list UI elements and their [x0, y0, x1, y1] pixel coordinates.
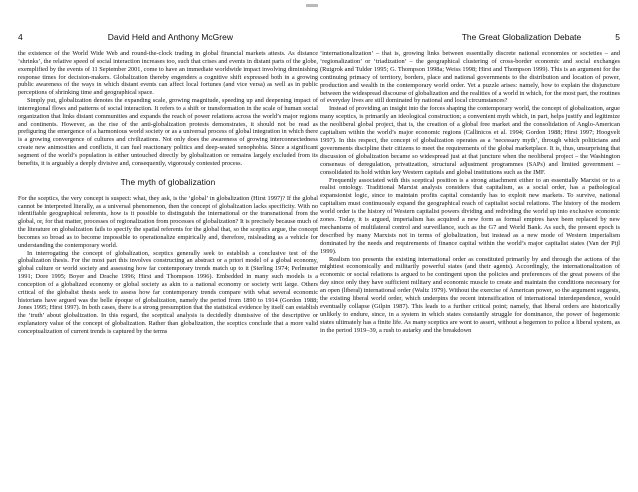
right-page-number: 5	[615, 32, 620, 42]
right-paragraph-2: Instead of providing an insight into the forces shaping the contemporary world, the concept of globalization, argue many sceptics, is primarily an ideological construction; a convenient myth which, in part, helps justify and legitimize the neoliberal global project, that is, the creation of a global free market and the consolidation of Anglo-American capitalism within the world’s major economic regions (Callinicos et al. 1994; Gordon 1988; Hirst 1997; Hoogvelt 1997). In this respect, the concept of globalization operates as a ‘necessary myth’, through which politicians and governments discipline their citizens to meet the requirements of the global marketplace. It is, thus, unsurprising that discussion of globalization became so widespread just at that juncture when the neoliberal project – the Washington consensus of deregulation, privatization, structural adjustment programmes (SAPs) and limited government – consolidated its hold within key Western capitals and global institutions such as the IMF.	[320, 105, 620, 176]
left-paragraph-1: the existence of the World Wide Web and round-the-clock trading in global financial markets attests. As distance ‘shrinks’, the relative speed of social interaction increases too, such that crises and events in distant parts of the globe, exemplified by the events of 11 September 2001, come to have an immediate worldwide impact involving diminishing response times for decision-makers. Globalization thereby engenders a cognitive shift expressed both in a growing public awareness of the ways in which distant events can affect local fortunes (and vice versa) as well as in public perceptions of shrinking time and geographical space.	[18, 50, 318, 97]
left-running-title: David Held and Anthony McGrew	[107, 32, 233, 42]
left-paragraph-4: In interrogating the concept of globalization, sceptics generally seek to establish a conclusive test of the globalization thesis. For the most part this involves constructing an abstract or a priori model of a global economy, global culture or world society and assessing how far contemporary trends match up to it (Sterling 1974; Perlmutter 1991; Dore 1995; Boyer and Drache 1996; Hirst and Thompson 1996). Embedded in many such models is a conception of a globalized economy or global society as akin to a national economy or society writ large. Others critical of the globalist thesis seek to assess how far contemporary trends compare with what several economic historians have argued was the belle époque of globalization, namely the period from 1890 to 1914 (Gordon 1988; Jones 1995; Hirst 1997). In both cases, there is a strong presumption that the statistical evidence by itself can establish the ‘truth’ about globalization. In this regard, the sceptical analysis is decidedly dismissive of the descriptive or explanatory value of the concept of globalization. Rather than globalization, the sceptics conclude that a more valid conceptualization of current trends is captured by the terms	[18, 249, 318, 335]
right-page	[320, 30, 620, 335]
right-running-title: The Great Globalization Debate	[461, 32, 582, 42]
left-paragraph-2: Simply put, globalization denotes the expanding scale, growing magnitude, speeding up and deepening impact of interregional flows and patterns of social interaction. It refers to a shift or transformation in the scale of human social organization that links distant communities and expands the reach of power relations across the world’s major regions and continents. However, as the rise of the anti-globalization protests demonstrates, it should not be read as prefiguring the emergence of a harmonious world society or as a universal process of global integration in which there is a growing convergence of cultures and civilizations. Not only does the awareness of growing interconnectedness create new animosities and conflicts, it can fuel reactionary politics and deep-seated xenophobia. Since a significant segment of the world’s population is either untouched directly by globalization or remains largely excluded from its benefits, it is arguably a deeply divisive and, consequently, vigorously contested process.	[18, 97, 318, 167]
left-page	[18, 30, 318, 336]
right-paragraph-4: Realism too presents the existing international order as constituted primarily by and through the actions of the mightiest economically and militarily powerful states (and their agents). Accordingly, the internationalization of economic or social relations is argued to be contingent upon the policies and preferences of the great powers of the day since only they have sufficient military and economic muscle to create and maintain the conditions necessary for an open (liberal) international order (Waltz 1979). Without the exercise of American power, so the argument suggests, the existing liberal world order, which underpins the recent intensification of international interdependence, would eventually collapse (Gilpin 1987). This leads to a further critical point; namely, that liberal orders are historically unlikely to endure, since, in a system in which states constantly struggle for dominance, the power of hegemonic states ultimately has a finite life. As many sceptics are wont to assert, without a hegemon to police a liberal system, as in the period 1919–39, a rush to autarky and the breakdown	[320, 255, 620, 334]
scan-artifact-mark	[306, 4, 318, 7]
left-page-number: 4	[18, 32, 23, 42]
section-heading: The myth of globalization	[120, 176, 216, 187]
left-paragraph-3: For the sceptics, the very concept is suspect: what, they ask, is the ‘global’ in globalization (Hirst 1997)? If the global cannot be interpreted literally, as a universal phenomenon, then the concept of globalization lacks specificity. With no identifiable geographical referents, how is it possible to distinguish the international or the transnational from the global, or, for that matter, processes of regionalization from processes of globalization? It is precisely because much of the literature on globalization fails to specify the spatial referents for the global that, so the sceptics argue, the concept becomes so broad as to become impossible to operationalize empirically and, therefore, misleading as a vehicle for understanding the contemporary world.	[18, 194, 318, 249]
left-running-head	[18, 30, 318, 44]
right-body-text	[320, 50, 620, 335]
left-body-text	[18, 50, 318, 336]
right-paragraph-3: Frequently associated with this sceptical position is a strong attachment either to an essentially Marxist or to a realist ontology. Traditional Marxist analysis considers that capitalism, as a social order, has a pathological expansionist logic, since to maintain profits capital constantly has to exploit new markets. To survive, national capitalism must continuously expand the geographical reach of capitalist social relations. The history of the modern world order is the history of Western capitalist powers dividing and redividing the world up into exclusive economic zones. Today, it is argued, imperialism has acquired a new form as formal empires have been replaced by new mechanisms of multilateral control and surveillance, such as the G7 and World Bank. As such, the present epoch is described by many Marxists not in terms of globalization, but instead as a new mode of Western imperialism dominated by the needs and requirements of finance capital within the world’s major capitalist states (Van der Pijl 1999).	[320, 176, 620, 255]
right-paragraph-1: ‘internationalization’ – that is, growing links between essentially discrete national economies or societies – and ‘regionalization’ or ‘triadization’ – the geographical clustering of cross-border economic and social exchanges (Ruigrok and Tulder 1995; G. Thompson 1998a; Weiss 1998; Hirst and Thompson 1999). This is an argument for the continuing primacy of territory, borders, place and national governments to the distribution and location of power, production and wealth in the contemporary world order. Yet a puzzle arises: namely, how to explain the disjuncture between the widespread discourse of globalization and the realities of a world in which, for the most part, the routines of everyday lives are still dominated by national and local circumstances?	[320, 50, 620, 105]
right-running-head	[320, 30, 620, 44]
